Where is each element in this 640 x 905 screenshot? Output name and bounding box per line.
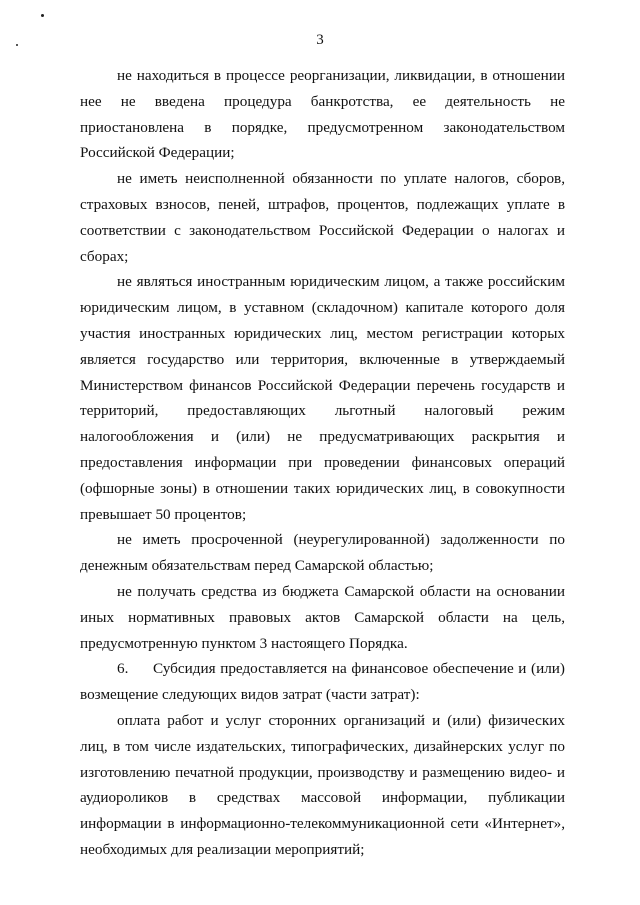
item-6-text: Субсидия предоставляется на финансовое обеспечение и (или) возмещение следующих видов затрат (части затрат): bbox=[80, 660, 565, 704]
paragraph-no-overdue-debt: не иметь просроченной (неурегулированной) задолженности по денежным обязательствам перед Самарской областью; bbox=[80, 531, 565, 575]
paragraph-payment-for-services: оплата работ и услуг сторонних организаций и (или) физических лиц, в том числе издательских, типографических, дизайнерских услуг по изготовлению печатной продукции, производству и размещению видео- и аудиороликов в средствах массовой информации, публикации информации в информационно-телекоммуникационной сети «Интернет», необходимых для реализации мероприятий; bbox=[80, 711, 565, 858]
paragraph-item-6 bbox=[80, 656, 565, 708]
paragraph-not-in-reorganization: не находиться в процессе реорганизации, ликвидации, в отношении нее не введена процедура банкротства, ее деятельность не приостановлена в порядке, предусмотренном законодательством Российской Федерации; bbox=[80, 67, 565, 162]
paragraph-not-foreign-entity: не являться иностранным юридическим лицом, а также российским юридическим лицом, в уставном (складочном) капитале которого доля участия иностранных юридических лиц, местом регистрации которых является государство или территория, включенные в утверждаемый Министерством финансов Российской Федерации перечень государств и территорий, предоставляющих льготный налоговый режим налогообложения и (или) не предусматривающих раскрытия и предоставления информации при проведении финансовых операций (офшорные зоны) в отношении таких юридических лиц, в совокупности превышает 50 процентов; bbox=[80, 273, 565, 523]
paragraph-no-other-budget-funds: не получать средства из бюджета Самарской области на основании иных нормативных правовых актов Самарской области на цель, предусмотренную пунктом 3 настоящего Порядка. bbox=[80, 582, 565, 652]
page-number: 3 bbox=[316, 32, 324, 48]
paragraph-no-tax-debts: не иметь неисполненной обязанности по уплате налогов, сборов, страховых взносов, пеней, штрафов, процентов, подлежащих уплате в соответствии с законодательством Российской Федерации о налогах и сборах; bbox=[80, 170, 565, 265]
item-number: 6. bbox=[117, 660, 129, 678]
scan-speck bbox=[41, 14, 44, 17]
document-body bbox=[80, 63, 565, 863]
